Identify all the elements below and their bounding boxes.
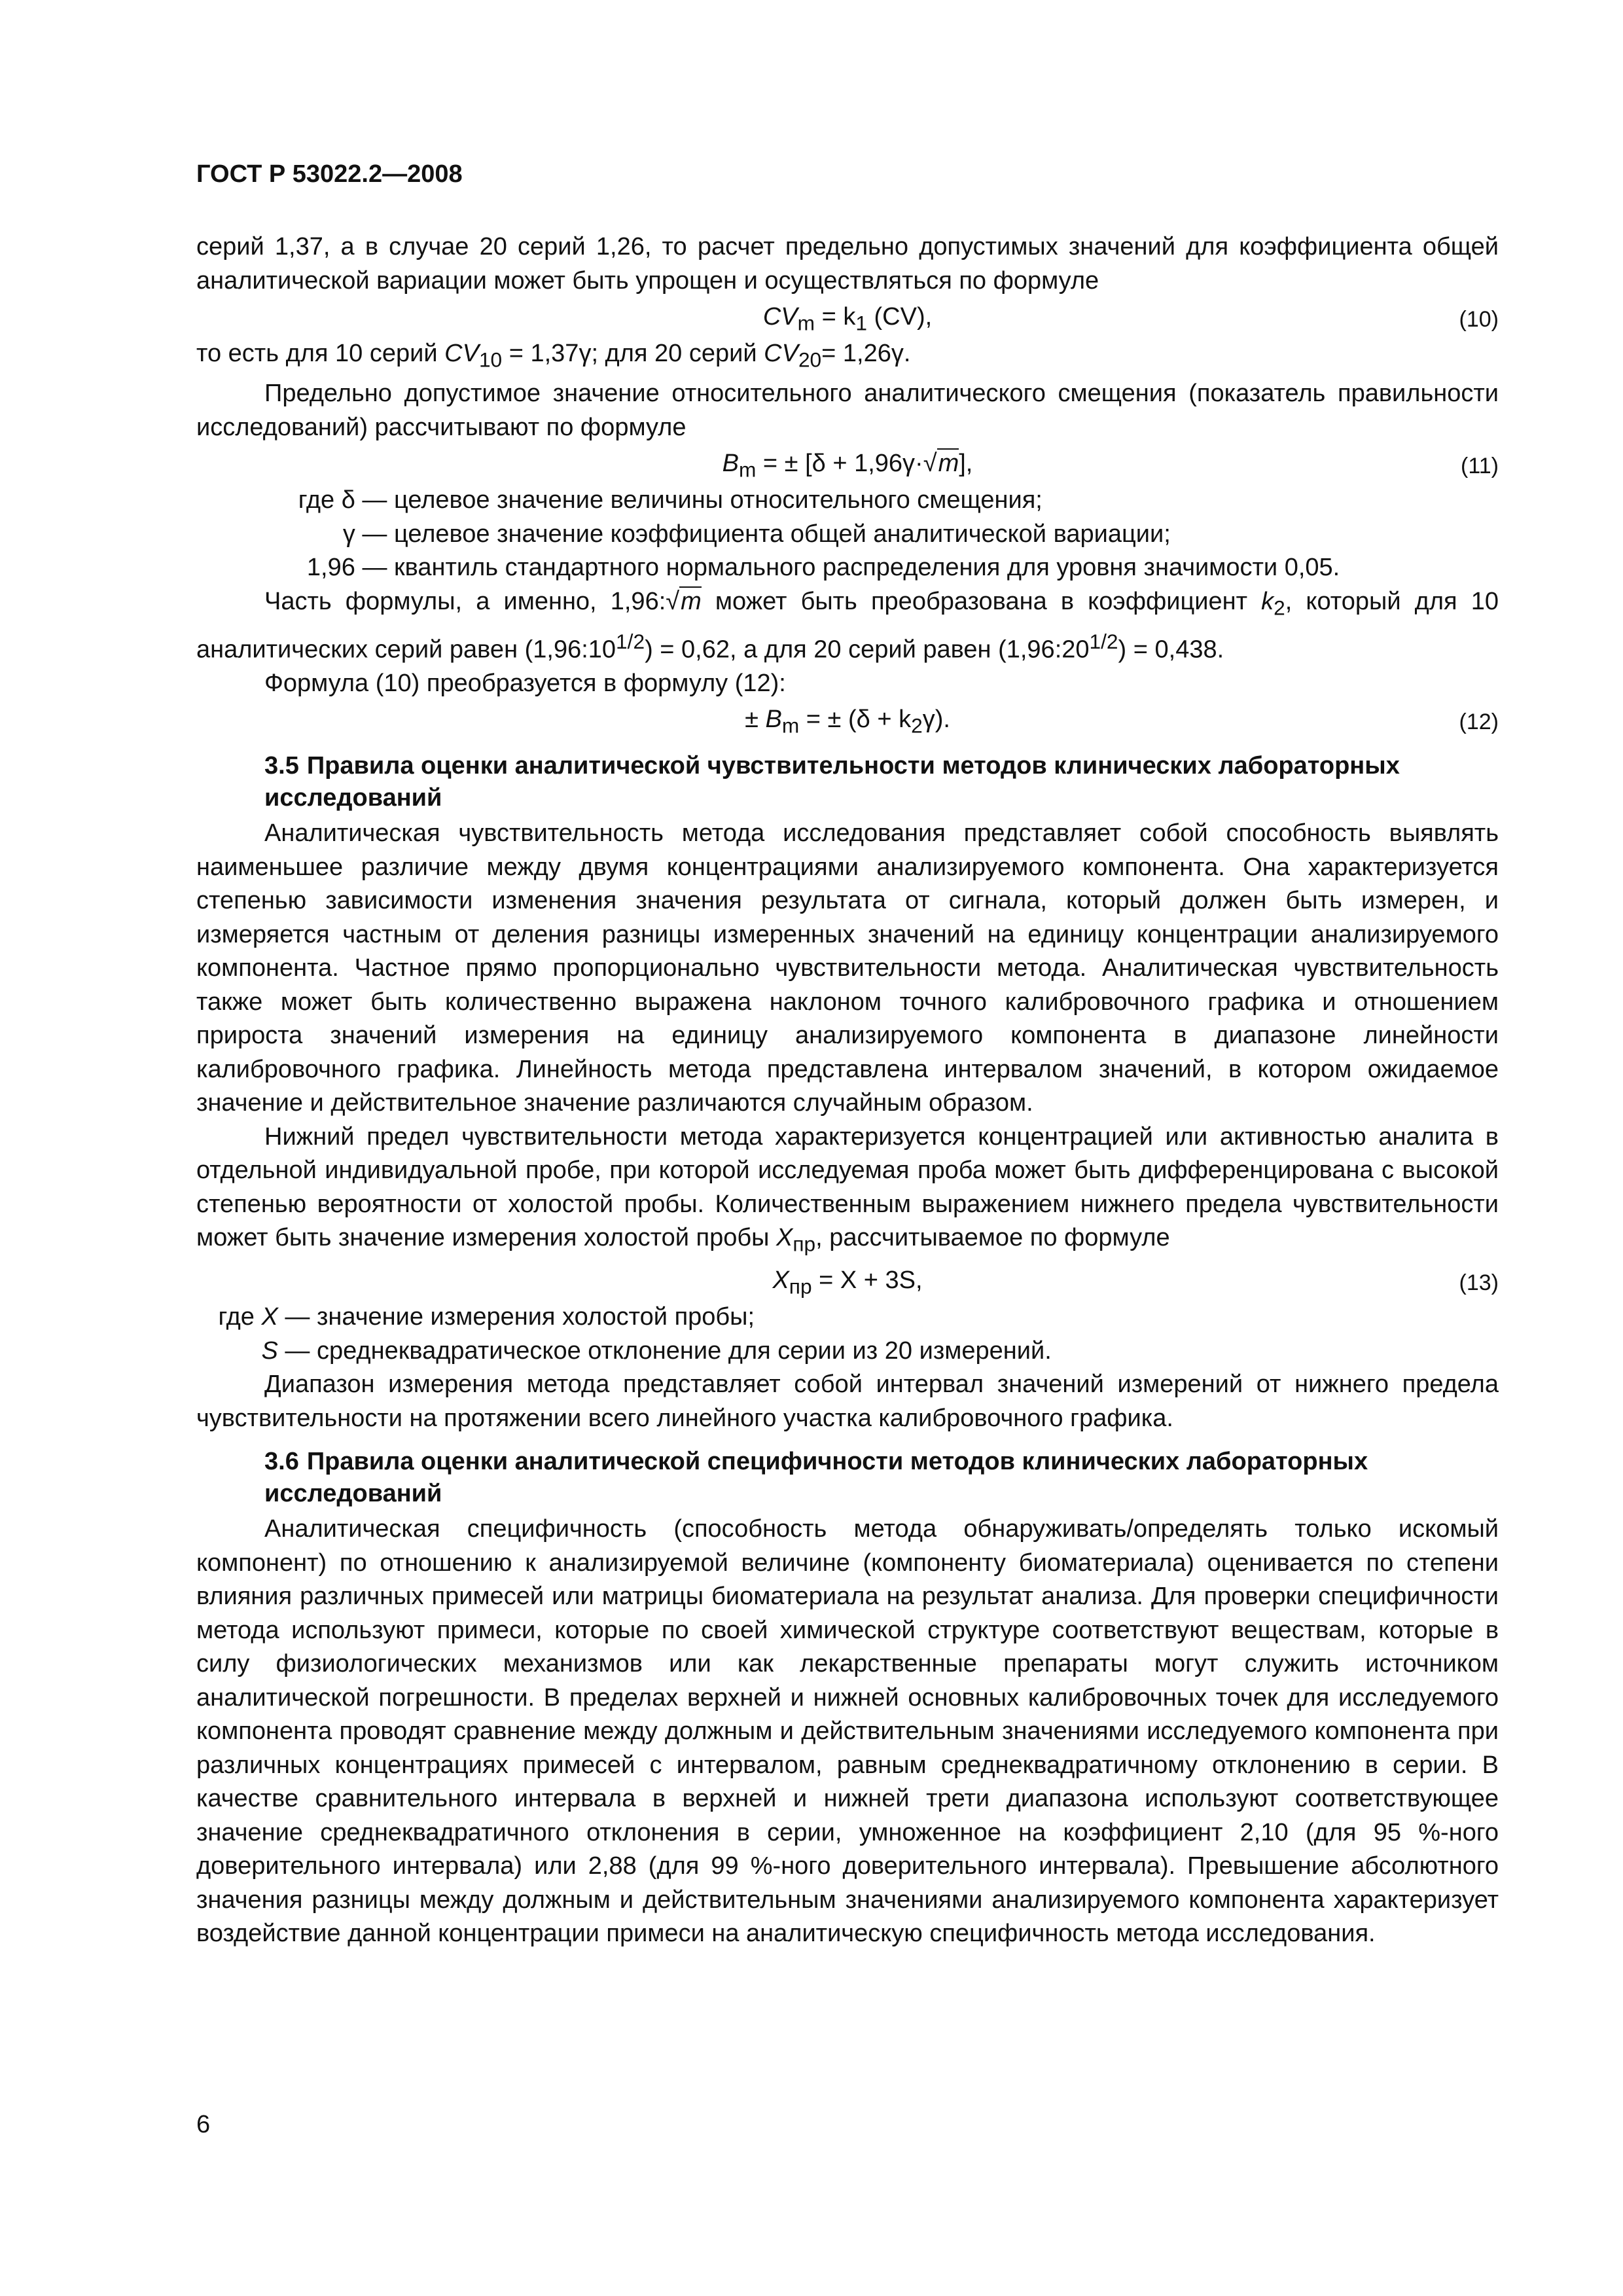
legend-row: S — среднеквадратическое отклонение для серии из 20 измерений.	[261, 1336, 1052, 1365]
paragraph: Нижний предел чувствительности метода характеризуется концентрацией или активностью аналита в отдельной индивидуальной пробе, при которой исследуемая проба может быть дифференцирована с высокой степенью вероятности от холостой пробы. Количественным выражением нижнего предела чувствительности может быть значение измерения холостой пробы $X_{пр}$, рассчитываемое по формуле	[196, 1122, 1499, 1256]
paragraph: серий 1,37, а в случае 20 серий 1,26, то расчет предельно допустимых значений для коэффициента общей аналитической вариации может быть упрощен и осуществляться по формуле	[196, 233, 1499, 295]
formula-expression: $B_m$ = ± [δ + 1,96γ·√m],	[722, 450, 973, 482]
formula-number: (10)	[1459, 307, 1499, 332]
paragraph: Формула (10) преобразуется в формулу (12):	[264, 669, 786, 697]
formula-number: (13)	[1459, 1270, 1499, 1296]
formula-expression: $X_{пр} = X + 3S$,	[772, 1266, 923, 1299]
paragraph: Предельно допустимое значение относительного аналитического смещения (показатель правильности исследований) рассчитывают по формуле	[196, 380, 1499, 441]
formula-legend	[196, 1300, 1499, 1368]
paragraph: Аналитическая чувствительность метода исследования представляет собой способность выявлять наименьшее различие между двумя концентрациями анализируемого компонента. Она характеризуется степенью зависимости изменения значения результата от сигнала, который должен быть измерен, и измеряется частным от деления разницы измеренных значений на единицу концентрации анализируемого компонента. Частное прямо пропорционально чувствительности метода. Аналитическая чувствительность также может быть количественно выражена наклоном точного калибровочного графика и отношением прироста значений измерения на единицу анализируемого компонента в диапазоне линейности калибровочного графика. Линейность метода представлена интервалом значений, в котором ожидаемое значение и действительное значение различаются случайным образом.	[196, 819, 1499, 1117]
legend-row: где δ — целевое значение величины относительного смещения;	[298, 486, 1043, 514]
formula-number: (12)	[1459, 709, 1499, 735]
legend-row: 1,96 — квантиль стандартного нормального распределения для уровня значимости 0,05.	[306, 554, 1340, 582]
legend-row: γ — целевое значение коэффициента общей аналитической вариации;	[342, 520, 1171, 548]
document-body	[196, 230, 1499, 1951]
formula-10	[196, 298, 1499, 337]
section-heading-3-6: 3.6 Правила оценки аналитической специфичности методов клинических лабораторных исследований	[264, 1448, 1368, 1508]
paragraph: то есть для 10 серий $CV_{10} = 1,37\gamma$; для 20 серий $CV_{20}= 1,26\gamma$.	[196, 340, 911, 372]
formula-expression: $CV_m = k_1$ (CV),	[762, 303, 933, 335]
section-heading-3-5: 3.5 Правила оценки аналитической чувствительности методов клинических лабораторных исследований	[264, 752, 1400, 812]
formula-12	[196, 700, 1499, 740]
formula-expression: ± $B_m$ = ± $(\delta + k_2\gamma)$.	[745, 706, 950, 738]
paragraph: Диапазон измерения метода представляет собой интервал значений измерений от нижнего предела чувствительности на протяжении всего линейного участка калибровочного графика.	[196, 1371, 1499, 1432]
page-number: 6	[196, 2111, 211, 2138]
paragraph: Аналитическая специфичность (способность метода обнаруживать/определять только искомый компонент) по отношению к анализируемой величине (компоненту биоматериала) оценивается по степени влияния различных примесей или матрицы биоматериала на результат анализа. Для проверки специфичности метода используют примеси, которые по своей химической структуре соответствуют веществам, которые в силу физиологических механизмов или как лекарственные препараты могут служить источником аналитической погрешности. В пределах верхней и нижней основных калибровочных точек для исследуемого компонента проводят сравнение между должным и действительным значениями исследуемого компонента при различных концентрациях примесей с интервалом, равным среднеквадратичному отклонению в серии. В качестве сравнительного интервала в верхней и нижней трети диапазона используют соответствующее значение среднеквадратичного отклонения в серии, умноженное на коэффициент 2,10 (для 95 %-ного доверительного интервала) или 2,88 (для 99 %-ного доверительного интервала). Превышение абсолютного значения разницы между должным и действительным значениями анализируемого компонента характеризует воздействие данной концентрации примеси на аналитическую специфичность метода исследования.	[196, 1515, 1499, 1948]
paragraph: Часть формулы, а именно, 1,96:√m может быть преобразована в коэффициент $k_2$, который для 10 аналитических серий равен $(1,96:10^{1/2}) = 0,62$, а для 20 серий равен $(1,96:20^{1/2}) = 0,438$.	[196, 587, 1499, 664]
standard-code-header: ГОСТ Р 53022.2—2008	[196, 160, 463, 188]
formula-number: (11)	[1461, 454, 1499, 479]
legend-row: где X — значение измерения холостой пробы;	[218, 1303, 755, 1331]
formula-11	[196, 444, 1499, 484]
formula-13	[196, 1261, 1499, 1300]
formula-legend	[196, 484, 1499, 585]
